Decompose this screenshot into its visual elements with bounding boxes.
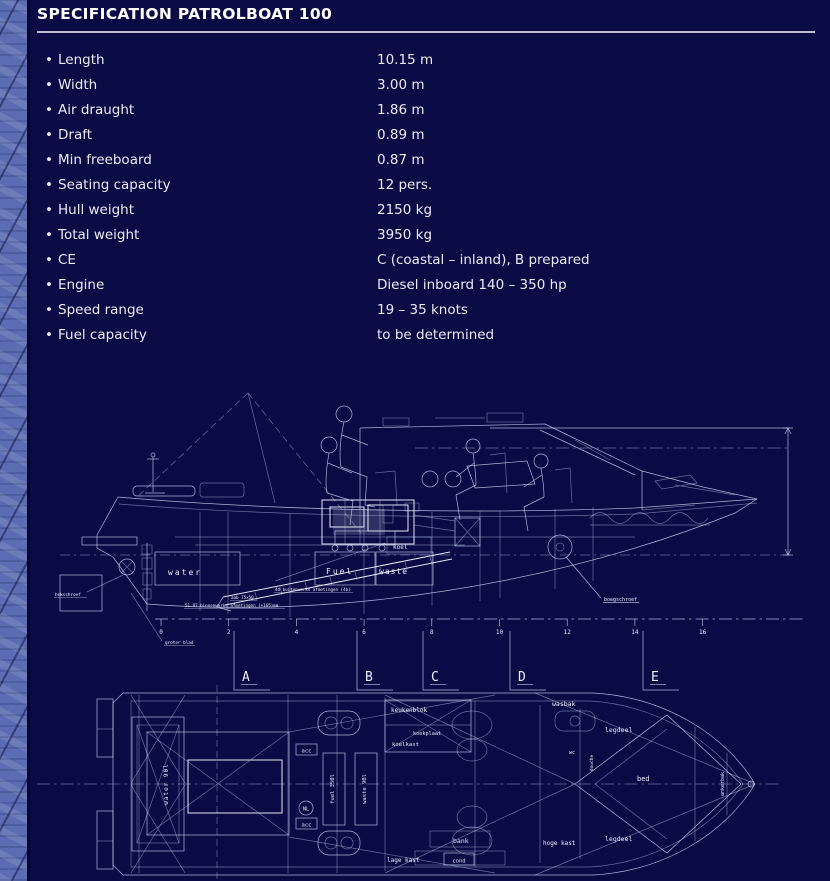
spec-value: C (coastal – inland), B prepared	[377, 252, 590, 268]
kookplaat-label: kookplaat	[413, 731, 442, 737]
title-divider	[37, 31, 815, 33]
section-letter: D	[518, 670, 526, 685]
blueprint-side-view	[54, 393, 793, 617]
koel-label: koel	[393, 544, 408, 551]
content-area	[27, 0, 830, 881]
ruler-tick: 4	[294, 629, 299, 636]
spec-label: • CE	[58, 252, 76, 268]
section-letter: C	[431, 670, 439, 685]
spec-row	[37, 48, 817, 73]
spec-row	[37, 98, 817, 123]
ruler-tick: 2	[226, 629, 231, 636]
page-title: SPECIFICATION PATROLBOAT 100	[37, 5, 333, 23]
spec-value: 12 pers.	[377, 177, 433, 193]
koelkast-label: koelkast	[392, 742, 419, 748]
ruler-tick: 10	[495, 629, 504, 636]
scale-ruler	[131, 593, 805, 646]
legdeel-label: legdeel	[605, 835, 633, 843]
acc-label: acc	[301, 748, 312, 755]
spec-label: • Total weight	[58, 227, 140, 243]
spec-label: • Fuel capacity	[58, 327, 147, 343]
ankerbak-label: ankerbak	[720, 771, 726, 797]
section-markers	[234, 631, 679, 690]
spec-label: • Seating capacity	[58, 177, 171, 193]
spec-row	[37, 198, 817, 223]
spec-value: Diesel inboard 140 – 350 hp	[377, 277, 567, 293]
spec-value: to be determined	[377, 327, 495, 343]
blueprint-top-view	[37, 685, 780, 881]
douche-label: douche	[590, 754, 595, 772]
section-letter: E	[651, 670, 659, 685]
bow-thruster-label: boegschroef	[604, 597, 638, 603]
spec-value: 3950 kg	[377, 227, 433, 243]
blueprint-drawing	[35, 385, 830, 881]
spec-row	[37, 173, 817, 198]
spec-label: • Length	[58, 52, 105, 68]
spec-row	[37, 248, 817, 273]
spec-label: • Min freeboard	[58, 152, 152, 168]
fuel-tank-capacity-label: fuel 350l	[330, 774, 336, 804]
section-letter: B	[365, 670, 373, 685]
nl-label: NL	[302, 806, 310, 813]
spec-row	[37, 323, 817, 348]
waste-tank-label: waste	[379, 567, 409, 576]
spec-label: • Air draught	[58, 102, 135, 118]
spec-row	[37, 223, 817, 248]
spec-value: 19 – 35 knots	[377, 302, 468, 318]
annotation-outer-dims: 4d buitenwerks afmetingen (4b)	[275, 587, 351, 592]
spec-row	[37, 273, 817, 298]
wasbak-label: wasbak	[552, 700, 576, 708]
spec-row	[37, 148, 817, 173]
section-letter: A	[242, 670, 250, 685]
waste-tank-capacity-label: waste 90l	[362, 774, 368, 804]
acc-label: acc	[301, 822, 312, 829]
bank-label: bank	[453, 837, 469, 845]
bed-label: bed	[637, 775, 650, 783]
stern-thruster-label: hekschroef	[55, 593, 81, 598]
ruler-tick: 12	[563, 629, 571, 636]
spec-row	[37, 298, 817, 323]
annotation-inner-dims: 51.97 binnenwerks afmetingen (+165)mm	[185, 603, 279, 608]
spec-label: • Speed range	[58, 302, 144, 318]
ruler-tick: 6	[362, 629, 366, 636]
spec-list	[37, 48, 817, 348]
annotation-size: aab 75x50	[231, 595, 254, 600]
spec-row	[37, 73, 817, 98]
spec-row	[37, 123, 817, 148]
spec-value: 3.00 m	[377, 77, 425, 93]
ruler-tick: 14	[631, 629, 639, 636]
spec-value: 1.86 m	[377, 102, 425, 118]
spec-label: • Width	[58, 77, 98, 93]
ruler-tick: 8	[429, 629, 434, 636]
spec-label: • Hull weight	[58, 202, 135, 218]
cond-label: cond	[452, 858, 466, 865]
legdeel-label: legdeel	[605, 726, 633, 734]
water-tank-capacity-label: water 90l	[163, 763, 170, 805]
fuel-tank-label: Fuel	[326, 567, 354, 576]
spec-value: 0.89 m	[377, 127, 425, 143]
spec-label: • Draft	[58, 127, 93, 143]
spec-value: 10.15 m	[377, 52, 434, 68]
spec-value: 0.87 m	[377, 152, 425, 168]
decorative-left-border	[0, 0, 30, 881]
groter-blad-label: groter blad	[165, 641, 194, 646]
ruler-tick: 16	[698, 629, 707, 636]
hoge-kast-label: hoge kast	[543, 840, 576, 847]
keukenblok-label: keukenblok	[391, 707, 428, 714]
water-tank-label: water	[168, 568, 203, 577]
spec-value: 2150 kg	[377, 202, 433, 218]
lage-kast-label: lage kast	[387, 857, 420, 864]
spec-label: • Engine	[58, 277, 105, 293]
wc-label: wc	[569, 750, 576, 756]
ruler-tick: 0	[159, 629, 163, 636]
